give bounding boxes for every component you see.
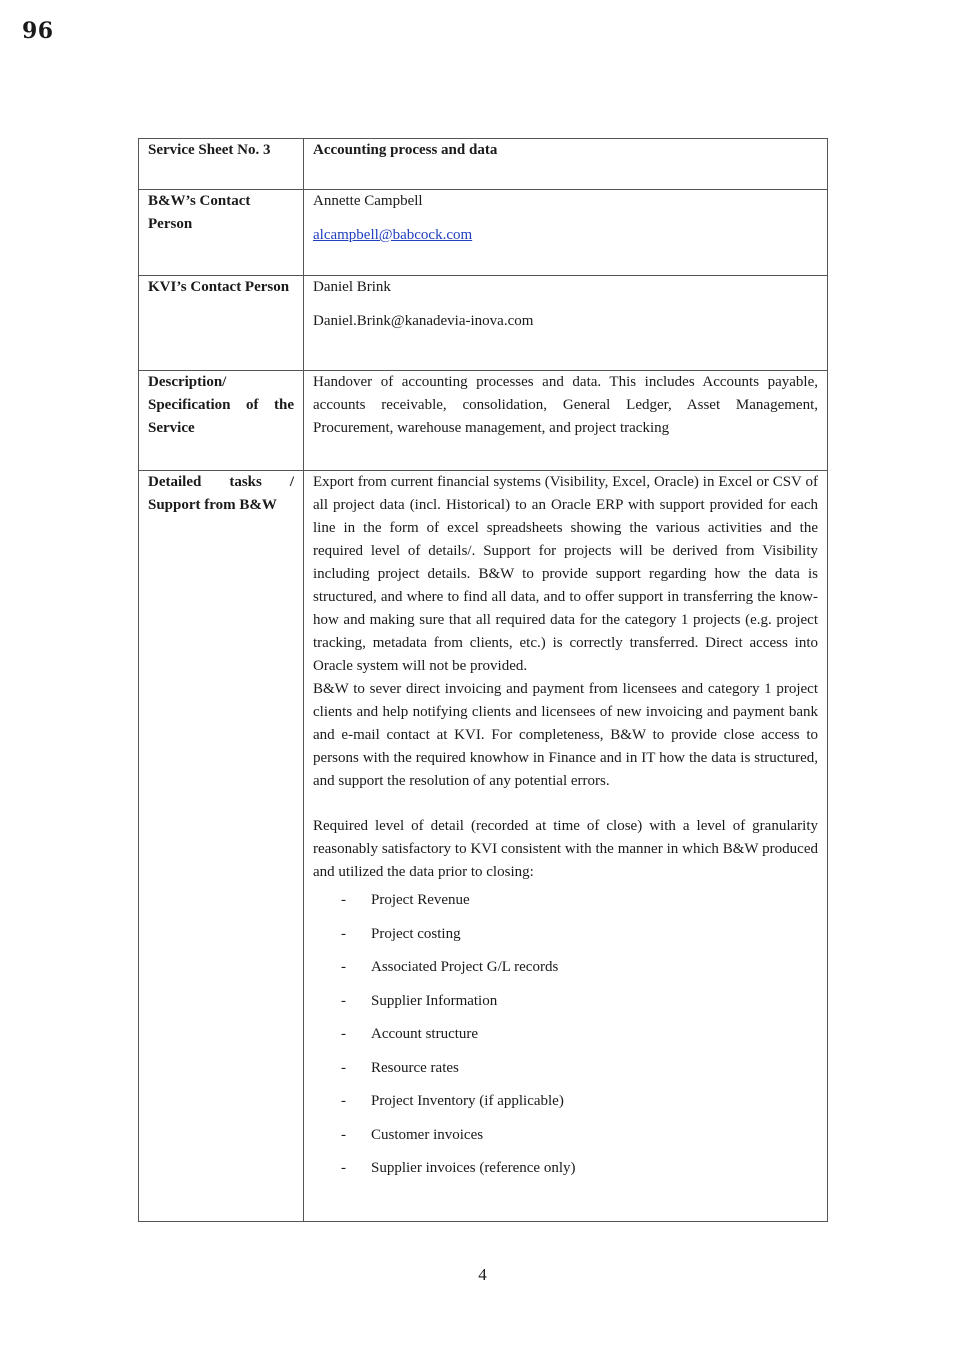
row-description xyxy=(139,371,828,471)
page-number-top: 96 xyxy=(22,18,54,44)
list-item-text: Associated Project G/L records xyxy=(371,959,559,975)
description-label: Description/ Specification of the Service xyxy=(139,371,304,471)
page-number-bottom: 4 xyxy=(478,1265,487,1284)
list-item-text: Project Revenue xyxy=(371,892,470,908)
dash-bullet: - xyxy=(341,1059,346,1076)
list-item-text: Account structure xyxy=(371,1026,479,1042)
list-item xyxy=(313,889,818,923)
list-item xyxy=(313,1090,818,1124)
list-item xyxy=(313,956,818,990)
bw-contact-label: B&W’s Contact Person xyxy=(139,190,304,276)
row-kvi-contact xyxy=(139,276,828,371)
list-item-text: Project costing xyxy=(371,925,461,942)
list-item xyxy=(313,1023,818,1057)
list-item xyxy=(313,923,818,957)
dash-bullet: - xyxy=(341,1160,346,1176)
list-item-text: Supplier invoices (reference only) xyxy=(371,1160,576,1176)
list-item-text: Customer invoices xyxy=(371,1126,484,1143)
detail-items-list xyxy=(313,889,818,1191)
dash-bullet: - xyxy=(341,959,346,975)
list-item-text: Resource rates xyxy=(371,1059,459,1076)
detailed-tasks-cell xyxy=(304,471,828,1222)
list-item xyxy=(313,1157,818,1191)
dash-bullet: - xyxy=(341,992,346,1009)
service-sheet-label: Service Sheet No. 3 xyxy=(139,139,304,190)
dash-bullet: - xyxy=(341,1126,346,1143)
list-item-text: Supplier Information xyxy=(371,992,498,1009)
dash-bullet: - xyxy=(341,925,346,942)
row-service-sheet xyxy=(139,139,828,190)
kvi-contact-name: Daniel Brink xyxy=(313,279,391,295)
row-detailed-tasks xyxy=(139,471,828,1222)
bw-contact-cell xyxy=(304,190,828,276)
dash-bullet: - xyxy=(341,1093,346,1109)
detailed-tasks-paragraph-3: Required level of detail (recorded at time of close) with a level of granularity reasonably satisfactory to KVI consistent with the manner in which B&W produced and utilized the data prior to closing: xyxy=(313,818,818,880)
bw-contact-email-link[interactable]: alcampbell@babcock.com xyxy=(313,227,473,243)
list-item xyxy=(313,1124,818,1158)
service-sheet-table xyxy=(138,138,828,1222)
detailed-tasks-paragraph-2: B&W to sever direct invoicing and payment from licensees and category 1 project clients and help notifying clients and licensees of new invoicing and payment bank and e-mail contact at KVI. For completeness, B&W to provide close access to persons with the required knowhow in Finance and in IT how the data is structured, and support the resolution of any potential errors. xyxy=(313,681,818,789)
description-text: Handover of accounting processes and data. This includes Accounts payable, accounts receivable, consolidation, General Ledger, Asset Management, Procurement, warehouse management, and project tracking xyxy=(304,371,828,471)
service-sheet-title: Accounting process and data xyxy=(304,139,828,190)
detailed-tasks-label: Detailed tasks / Support from B&W xyxy=(139,471,304,1222)
dash-bullet: - xyxy=(341,1026,346,1042)
kvi-contact-cell xyxy=(304,276,828,371)
list-item xyxy=(313,990,818,1024)
row-bw-contact xyxy=(139,190,828,276)
detailed-tasks-paragraph-1: Export from current financial systems (Visibility, Excel, Oracle) in Excel or CSV of all project data (incl. Historical) to an Oracle ERP with support provided for each line in the form of excel spreadsheets showing the various activities and the required level of details/. Support for projects will be derived from Visibility including project details. B&W to provide support regarding how the data is structured, and where to find all data, and to offer support in transferring the know-how and making sure that all required data for the category 1 projects (e.g. project tracking, metadata from clients, etc.) is correctly transferred. Direct access into Oracle system will not be provided. xyxy=(313,474,818,674)
list-item xyxy=(313,1057,818,1091)
kvi-contact-email: Daniel.Brink@kanadevia-inova.com xyxy=(313,313,534,329)
list-item-text: Project Inventory (if applicable) xyxy=(371,1093,564,1109)
dash-bullet: - xyxy=(341,892,346,908)
bw-contact-name: Annette Campbell xyxy=(313,193,423,209)
kvi-contact-label: KVI’s Contact Person xyxy=(139,276,304,371)
